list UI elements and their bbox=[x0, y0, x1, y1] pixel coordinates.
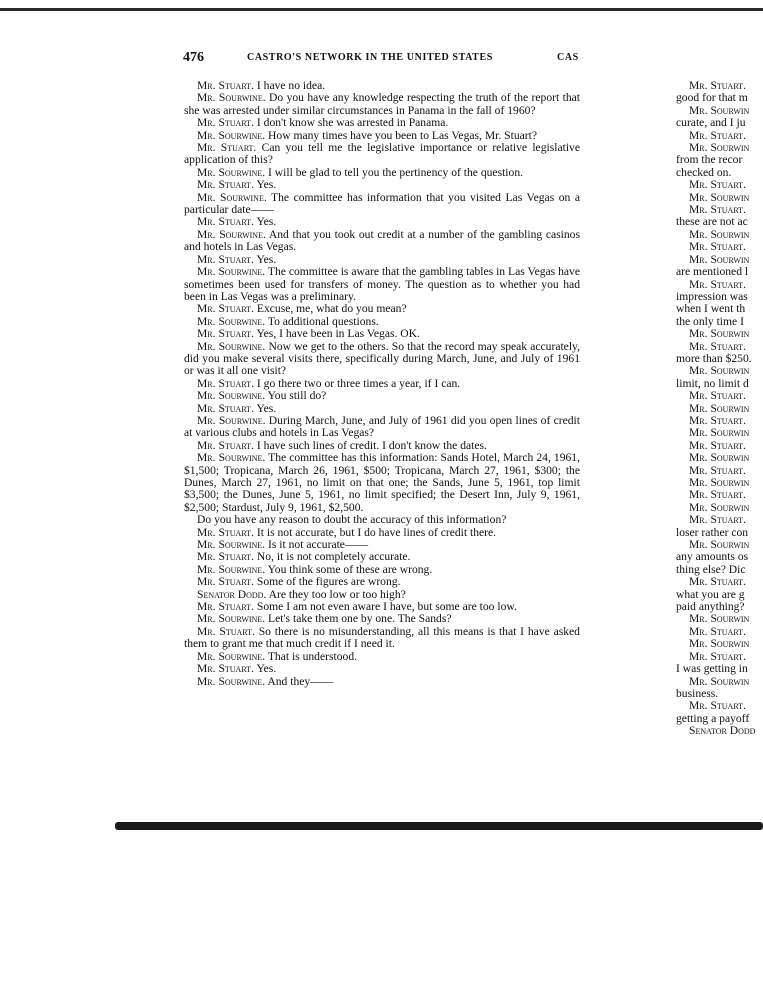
right-column-line: limit, no limit d bbox=[676, 376, 749, 390]
speech-text: It is not accurate, but I do have lines of credit there. bbox=[253, 525, 497, 539]
right-column-line: loser rather con bbox=[676, 525, 749, 539]
right-column-line: Mr. Stuart. bbox=[689, 488, 746, 502]
speech-text: The committee has this information: Sands Hotel, March 24, 1961, $1,500; Tropicana, March 26, 1961, $500; Tropicana, March 27, 1961, $300; the Dunes, March 27, 1961, no limit on that one; the Sands, June 5, 1961, top limit $3,500; the Dunes, June 5, 1961, no limit specified; the Desert Inn, July 9, 1961, $2,500; Stardust, July 9, 1961, $2,500. bbox=[184, 451, 580, 514]
right-column-line: Mr. Stuart. bbox=[689, 413, 746, 427]
transcript-paragraph bbox=[184, 452, 580, 514]
speaker-name: Mr. Sourwine. bbox=[197, 649, 266, 663]
speaker-name: Mr. Stuart. bbox=[197, 141, 257, 155]
speech-text: Yes, I have been in Las Vegas. OK. bbox=[253, 327, 420, 341]
speech-text: I go there two or three times a year, if I can. bbox=[253, 376, 461, 390]
right-column-line: Mr. Sourwin bbox=[689, 401, 750, 415]
speech-text: To additional questions. bbox=[265, 314, 379, 328]
transcript-paragraph bbox=[184, 192, 580, 217]
right-column-line: Mr. Sourwin bbox=[689, 327, 750, 341]
speech-text: I don't know she was arrested in Panama. bbox=[253, 116, 449, 130]
right-column-line: Mr. Stuart. bbox=[689, 128, 746, 142]
speaker-name: Mr. Stuart. bbox=[197, 401, 254, 415]
right-column-line: Mr. Sourwin bbox=[689, 500, 750, 514]
transcript-paragraph bbox=[184, 266, 580, 303]
right-column-line: Mr. Sourwin bbox=[689, 451, 750, 465]
right-column-line: Mr. Sourwin bbox=[689, 141, 750, 155]
right-column-line: Mr. Stuart. bbox=[689, 203, 746, 217]
speaker-name: Mr. Sourwine. bbox=[197, 314, 266, 328]
speech-text: Can you tell me the legislative importance or relative legislative application of this? bbox=[184, 141, 580, 167]
speech-text: I have no idea. bbox=[253, 79, 326, 92]
right-column-line: Mr. Sourwin bbox=[689, 637, 750, 651]
right-column-line: Mr. Stuart. bbox=[689, 575, 746, 589]
speaker-name: Mr. Sourwine. bbox=[197, 674, 266, 688]
speaker-name: Mr. Stuart. bbox=[197, 600, 254, 614]
right-column-line: Mr. Stuart. bbox=[689, 649, 746, 663]
right-column-line: Mr. Stuart. bbox=[689, 438, 746, 452]
speech-text: Are they too low or too high? bbox=[266, 587, 406, 601]
speech-text: Yes. bbox=[253, 662, 277, 676]
speech-text: You still do? bbox=[265, 389, 327, 403]
transcript-paragraph bbox=[184, 229, 580, 254]
speech-text: Yes. bbox=[253, 252, 277, 266]
speech-text: Excuse, me, what do you mean? bbox=[253, 302, 407, 316]
page-number: 476 bbox=[183, 50, 204, 65]
speaker-name: Mr. Stuart. bbox=[197, 116, 254, 130]
speaker-name: Mr. Sourwine. bbox=[197, 165, 266, 179]
right-column-line: these are not ac bbox=[676, 215, 748, 229]
speech-text: Yes. bbox=[253, 401, 277, 415]
right-column-line: curate, and I ju bbox=[676, 116, 746, 130]
right-column-line: any amounts os bbox=[676, 550, 749, 564]
speech-text: I will be glad to tell you the pertinency of the question. bbox=[265, 165, 524, 179]
speaker-name: Mr. Sourwine. bbox=[197, 227, 266, 241]
right-column-line: Mr. Stuart. bbox=[689, 178, 746, 192]
right-column-line: are mentioned l bbox=[676, 265, 749, 279]
right-page-column-fragment bbox=[676, 80, 763, 738]
transcript-paragraph bbox=[184, 142, 580, 167]
right-column-line: Mr. Sourwin bbox=[689, 538, 750, 552]
speaker-name: Mr. Stuart. bbox=[197, 525, 254, 539]
right-column-line: thing else? Dic bbox=[676, 562, 746, 576]
speech-text: And they—— bbox=[265, 674, 334, 688]
right-column-line: Mr. Sourwin bbox=[689, 612, 750, 626]
scan-bottom-edge bbox=[115, 822, 763, 830]
transcript-paragraph bbox=[184, 92, 580, 117]
right-column-line: Mr. Sourwin bbox=[689, 476, 750, 489]
speaker-name: Mr. Stuart. bbox=[197, 302, 254, 316]
speaker-name: Mr. Stuart. bbox=[197, 252, 254, 266]
speech-text: Is it not accurate—— bbox=[265, 538, 369, 552]
right-column-line: Mr. Stuart. bbox=[689, 624, 746, 638]
speaker-name: Mr. Stuart. bbox=[197, 438, 254, 452]
speaker-name: Mr. Stuart. bbox=[197, 215, 254, 229]
speech-text: You think some of these are wrong. bbox=[265, 562, 433, 576]
speech-text: Yes. bbox=[253, 178, 277, 192]
speaker-name: Mr. Sourwine. bbox=[197, 128, 266, 142]
speaker-name: Mr. Sourwine. bbox=[197, 389, 266, 403]
speech-text: No, it is not completely accurate. bbox=[253, 550, 411, 564]
speech-text: How many times have you been to Las Vegas, Mr. Stuart? bbox=[265, 128, 537, 142]
right-column-line: good for that m bbox=[676, 91, 748, 105]
speaker-name: Mr. Sourwine. bbox=[197, 538, 266, 552]
right-column-line: Mr. Stuart. bbox=[689, 513, 746, 527]
speech-text: Yes. bbox=[253, 215, 277, 229]
right-page-running-title: CAS bbox=[557, 52, 579, 63]
speech-text: The committee has information that you visited Las Vegas on a particular date—— bbox=[184, 190, 580, 217]
speaker-name: Mr. Stuart. bbox=[197, 79, 254, 92]
right-column-line: what you are g bbox=[676, 587, 745, 601]
right-column-line: checked on. bbox=[676, 165, 732, 179]
speech-text: Do you have any reason to doubt the accuracy of this information? bbox=[197, 513, 507, 527]
right-column-line: Mr. Stuart. bbox=[689, 463, 746, 477]
right-column-line: when I went th bbox=[676, 302, 746, 316]
speaker-name: Mr. Sourwine. bbox=[197, 265, 266, 279]
right-column-line: paid anything? bbox=[676, 600, 745, 614]
speaker-name: Mr. Sourwine. bbox=[197, 190, 267, 204]
speaker-name: Mr. Stuart. bbox=[197, 575, 254, 589]
speaker-name: Mr. Sourwine. bbox=[197, 413, 266, 427]
speaker-name: Mr. Sourwine. bbox=[197, 339, 266, 353]
right-column-line: Mr. Sourwin bbox=[689, 227, 750, 241]
right-column-line: Senator Dodd bbox=[689, 724, 756, 738]
speaker-name: Mr. Stuart. bbox=[197, 178, 254, 192]
speech-text: Some I am not even aware I have, but some are too low. bbox=[253, 600, 517, 614]
transcript-column bbox=[184, 80, 580, 688]
speech-text: Let's take them one by one. The Sands? bbox=[265, 612, 452, 626]
speaker-name: Mr. Sourwine. bbox=[197, 451, 266, 465]
scan-top-edge bbox=[0, 8, 763, 11]
speech-text: During March, June, and July of 1961 did you open lines of credit at various clubs and hotels in Las Vegas? bbox=[184, 413, 580, 440]
speaker-name: Mr. Stuart. bbox=[197, 662, 254, 676]
speaker-name: Senator Dodd. bbox=[197, 587, 267, 601]
right-column-line: more than $250. bbox=[676, 351, 752, 365]
right-column-line: impression was bbox=[676, 289, 748, 303]
right-column-line: Mr. Stuart. bbox=[689, 389, 746, 403]
transcript-paragraph bbox=[184, 676, 580, 688]
speech-text: Now we get to the others. So that the record may speak accurately, did you make several visits there, specifically during March, June, and July of 1961 or was it all one visit? bbox=[184, 339, 580, 378]
speaker-name: Mr. Sourwine. bbox=[197, 91, 266, 105]
right-column-line: Mr. Sourwin bbox=[689, 252, 750, 266]
speaker-name: Mr. Stuart. bbox=[197, 327, 254, 341]
right-column-line: Mr. Sourwin bbox=[689, 103, 750, 117]
speech-text: So there is no misunderstanding, all this means is that I have asked them to grant me that much credit if I need it. bbox=[184, 624, 580, 651]
right-column-line: Mr. Sourwin bbox=[689, 674, 750, 688]
speech-text: And that you took out credit at a number of the gambling casinos and hotels in Las Vegas. bbox=[184, 227, 580, 254]
speaker-name: Mr. Sourwine. bbox=[197, 562, 266, 576]
speech-text: I have such lines of credit. I don't know the dates. bbox=[253, 438, 487, 452]
right-column-line: Mr. Sourwin bbox=[689, 364, 750, 378]
right-column-line: Mr. Sourwin bbox=[689, 426, 750, 440]
right-column-line: from the recor bbox=[676, 153, 743, 167]
speaker-name: Mr. Stuart. bbox=[197, 376, 254, 390]
right-column-line: Mr. Stuart. bbox=[689, 240, 746, 254]
speech-text: The committee is aware that the gambling tables in Las Vegas have sometimes been used for transfers of money. The question as to whether you had been in Las Vegas was a preliminary. bbox=[184, 265, 580, 303]
right-column-line: Mr. Stuart. bbox=[689, 80, 746, 92]
running-title: CASTRO'S NETWORK IN THE UNITED STATES bbox=[247, 52, 493, 63]
transcript-paragraph bbox=[184, 415, 580, 440]
speaker-name: Mr. Sourwine. bbox=[197, 612, 266, 626]
speaker-name: Mr. Stuart. bbox=[197, 624, 255, 638]
right-column-line: Mr. Sourwin bbox=[689, 190, 750, 204]
speech-text: Do you have any knowledge respecting the truth of the report that she was arrested under similar circumstances in Panama in the fall of 1960? bbox=[184, 91, 580, 117]
transcript-paragraph bbox=[184, 341, 580, 378]
speaker-name: Mr. Stuart. bbox=[197, 550, 254, 564]
right-column-line: Mr. Stuart. bbox=[689, 339, 746, 353]
right-column-line: the only time I bbox=[676, 314, 744, 328]
right-column-line: I was getting in bbox=[676, 662, 748, 676]
right-column-line: business. bbox=[676, 686, 719, 700]
right-column-line: getting a payoff bbox=[676, 711, 750, 725]
speech-text: That is understood. bbox=[265, 649, 358, 663]
transcript-paragraph bbox=[184, 626, 580, 651]
right-column-line: Mr. Stuart. bbox=[689, 277, 746, 291]
right-column-line: Mr. Stuart. bbox=[689, 699, 746, 713]
speech-text: Some of the figures are wrong. bbox=[253, 575, 401, 589]
